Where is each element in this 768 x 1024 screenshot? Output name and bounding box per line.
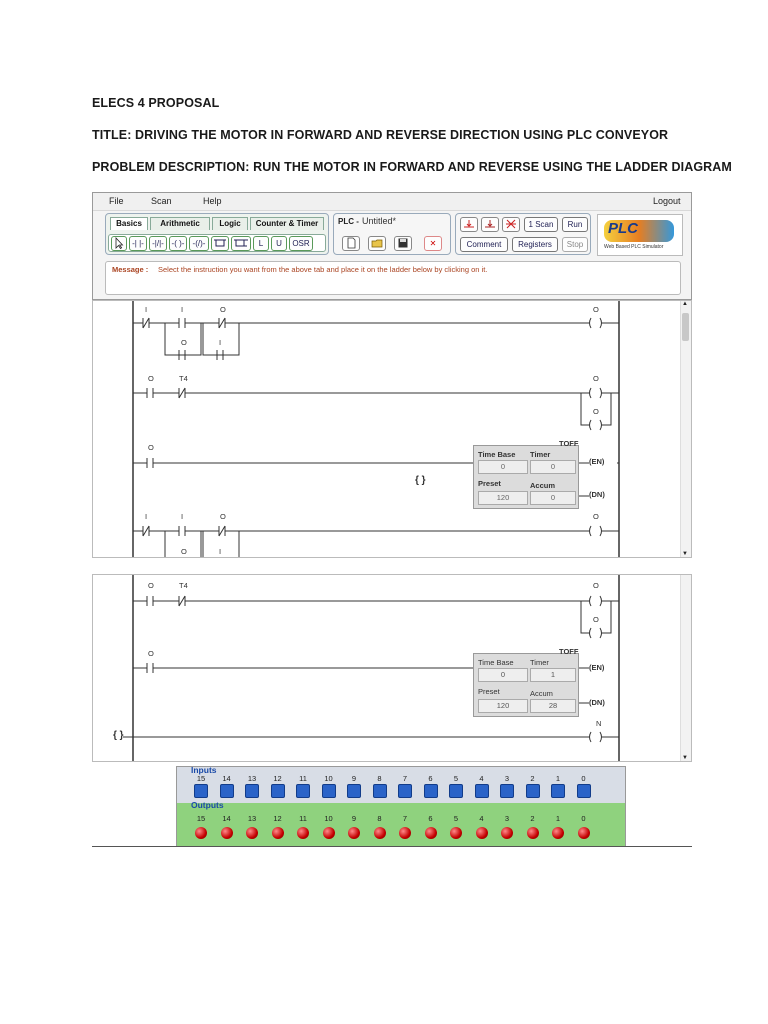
logo-caption: Web Based PLC Simulator	[604, 244, 664, 250]
registers-button[interactable]: Registers	[512, 237, 558, 252]
input-channel-number: 11	[299, 774, 307, 783]
accum-value: 28	[530, 699, 576, 713]
cursor-placeholder[interactable]: { }	[415, 475, 426, 486]
proposal-heading: ELECS 4 PROPOSAL	[92, 96, 220, 110]
menu-bar	[93, 193, 691, 211]
output-led	[221, 827, 233, 839]
new-document-icon	[345, 237, 357, 249]
contact-label: T4	[179, 581, 188, 590]
output-channel-number: 11	[299, 814, 307, 823]
nc-contact-button[interactable]: -|/|-	[149, 236, 167, 251]
time-base-label: Time Base	[478, 450, 516, 459]
plc-simulator-window	[92, 192, 692, 300]
plc-label: PLC -	[338, 217, 359, 226]
preset-label: Preset	[478, 687, 500, 696]
coil-label: N	[596, 719, 602, 728]
run-button[interactable]: Run	[562, 217, 588, 232]
inputs-panel	[177, 767, 625, 803]
chevron-up-icon[interactable]: ▲	[682, 301, 688, 307]
contact-label: I	[181, 305, 184, 314]
coil-label: O	[593, 305, 599, 314]
ladder-editor-2[interactable]	[92, 574, 692, 762]
branch-button[interactable]	[211, 236, 229, 251]
coil-label: O	[593, 512, 599, 521]
output-led	[323, 827, 335, 839]
append-rung-button[interactable]	[481, 217, 499, 232]
output-channel-number: 12	[273, 814, 282, 823]
input-channel-number: 6	[428, 774, 433, 783]
plc-logo	[597, 214, 683, 256]
input-toggle-button[interactable]	[398, 784, 412, 798]
nested-branch-button[interactable]	[231, 236, 251, 251]
time-base-value: 0	[478, 668, 528, 682]
coil-label: O	[593, 581, 599, 590]
output-led	[425, 827, 437, 839]
input-toggle-button[interactable]	[449, 784, 463, 798]
preset-label: Preset	[478, 479, 501, 488]
output-channel-number: 6	[428, 814, 433, 823]
message-box	[105, 261, 681, 295]
output-channel-number: 8	[377, 814, 382, 823]
done-output: (DN)	[589, 490, 605, 499]
contact-label: O	[181, 547, 187, 556]
output-channel-number: 5	[453, 814, 459, 823]
input-channel-number: 9	[351, 774, 357, 783]
tab-logic[interactable]: Logic	[212, 217, 248, 230]
output-led	[527, 827, 539, 839]
nested-branch-icon	[232, 237, 250, 249]
preset-value: 120	[478, 491, 528, 505]
output-led	[399, 827, 411, 839]
output-led	[450, 827, 462, 839]
contact-label: O	[220, 305, 226, 314]
latch-button[interactable]: L	[253, 236, 269, 251]
input-toggle-button[interactable]	[551, 784, 565, 798]
output-channel-number: 1	[555, 814, 561, 823]
stop-button[interactable]: Stop	[562, 237, 588, 252]
chevron-down-icon[interactable]: ▼	[682, 755, 688, 761]
save-disk-icon	[397, 237, 409, 249]
accum-value: 0	[530, 491, 576, 505]
message-label: Message :	[112, 265, 149, 274]
message-text: Select the instruction you want from the above tab and place it on the ladder below by clicking on it.	[158, 265, 488, 274]
toff-timer-block[interactable]	[473, 653, 579, 717]
logout-link[interactable]: Logout	[653, 196, 681, 206]
output-channel-number: 2	[530, 814, 535, 823]
input-channel-number: 15	[196, 774, 206, 783]
instruction-palette	[105, 213, 329, 255]
input-channel-number: 10	[324, 774, 333, 783]
osr-button[interactable]: OSR	[289, 236, 313, 251]
comment-button[interactable]: Comment	[460, 237, 508, 252]
tab-basics[interactable]: Basics	[110, 217, 148, 230]
negated-coil-button[interactable]: -(/)-	[189, 236, 209, 251]
timer-type-label: TOFF	[559, 647, 579, 656]
input-toggle-button[interactable]	[347, 784, 361, 798]
output-channel-number: 10	[324, 814, 333, 823]
plc-filename: Untitled*	[362, 216, 397, 226]
output-led	[476, 827, 488, 839]
output-led	[272, 827, 284, 839]
output-channel-number: 15	[196, 814, 206, 823]
input-channel-number: 4	[479, 774, 484, 783]
input-toggle-button[interactable]	[220, 784, 234, 798]
save-file-button[interactable]	[394, 236, 412, 251]
proposal-title: TITLE: DRIVING THE MOTOR IN FORWARD AND REVERSE DIRECTION USING PLC CONVEYOR	[92, 128, 669, 142]
output-led	[374, 827, 386, 839]
rung-insert-icon	[462, 218, 476, 230]
accum-label: Accum	[530, 689, 553, 698]
input-channel-number: 8	[377, 774, 382, 783]
one-scan-button[interactable]: 1 Scan	[524, 217, 558, 232]
input-channel-number: 12	[273, 774, 282, 783]
folder-icon	[371, 237, 383, 249]
input-toggle-button[interactable]	[322, 784, 336, 798]
input-channel-number: 14	[222, 774, 231, 783]
output-coil-button[interactable]: -( )-	[169, 236, 187, 251]
output-channel-number: 9	[351, 814, 357, 823]
vertical-scrollbar[interactable]	[680, 575, 691, 761]
time-base-value: 0	[478, 460, 528, 474]
tab-arithmetic[interactable]: Arithmetic	[150, 217, 210, 230]
contact-label: I	[145, 305, 148, 314]
contact-label: O	[148, 649, 154, 658]
input-toggle-button[interactable]	[475, 784, 489, 798]
timer-value: 0	[530, 460, 576, 474]
output-led	[348, 827, 360, 839]
preset-value: 120	[478, 699, 528, 713]
problem-description: PROBLEM DESCRIPTION: RUN THE MOTOR IN FORWARD AND REVERSE USING THE LADDER DIAGRAM	[92, 160, 732, 174]
contact-label: I	[219, 338, 222, 347]
chevron-down-icon[interactable]: ▼	[682, 551, 688, 557]
input-channel-number: 1	[555, 774, 561, 783]
coil-label: O	[593, 615, 599, 624]
output-channel-number: 13	[247, 814, 257, 823]
input-channel-number: 0	[581, 774, 586, 783]
output-channel-number: 4	[479, 814, 484, 823]
divider	[92, 846, 692, 847]
output-led	[501, 827, 513, 839]
input-toggle-button[interactable]	[296, 784, 310, 798]
outputs-panel	[177, 800, 625, 846]
scrollbar-thumb[interactable]	[682, 313, 689, 341]
pointer-tool-button[interactable]	[111, 236, 127, 251]
ladder-editor-1[interactable]	[92, 300, 692, 558]
menu-scan[interactable]: Scan	[151, 196, 172, 206]
input-toggle-button[interactable]	[245, 784, 259, 798]
contact-label: I	[145, 512, 148, 521]
time-base-label: Time Base	[478, 658, 514, 667]
menu-file[interactable]: File	[109, 196, 124, 206]
input-toggle-button[interactable]	[500, 784, 514, 798]
contact-label: O	[220, 512, 226, 521]
rung-delete-icon	[504, 218, 518, 230]
delete-rung-button[interactable]	[502, 217, 520, 232]
input-toggle-button[interactable]	[271, 784, 285, 798]
contact-label: I	[181, 512, 184, 521]
input-channel-number: 13	[247, 774, 257, 783]
no-contact-button[interactable]: -| |-	[129, 236, 147, 251]
vertical-scrollbar[interactable]	[680, 301, 691, 557]
delete-button[interactable]	[424, 236, 442, 251]
branch-icon	[212, 237, 228, 249]
contact-label: T4	[179, 374, 188, 383]
menu-help[interactable]: Help	[203, 196, 222, 206]
output-led	[195, 827, 207, 839]
input-toggle-button[interactable]	[526, 784, 540, 798]
unlatch-button[interactable]: U	[271, 236, 287, 251]
input-toggle-button[interactable]	[194, 784, 208, 798]
accum-label: Accum	[530, 481, 556, 490]
done-output: (DN)	[589, 698, 605, 707]
tab-counter-timer[interactable]: Counter & Timer	[250, 217, 324, 230]
contact-label: O	[148, 443, 154, 452]
coil-label: O	[593, 407, 599, 416]
input-channel-number: 2	[530, 774, 535, 783]
close-icon: ✕	[429, 239, 437, 248]
io-panel	[176, 766, 626, 846]
input-channel-number: 3	[504, 774, 510, 783]
run-controls-panel	[455, 213, 591, 255]
insert-rung-button[interactable]	[460, 217, 478, 232]
plc-file-panel	[333, 213, 451, 255]
enable-output: (EN)	[589, 457, 605, 466]
contact-label: O	[181, 338, 187, 347]
coil-label: O	[593, 374, 599, 383]
input-toggle-button[interactable]	[424, 784, 438, 798]
contact-label: O	[148, 581, 154, 590]
input-channel-number: 7	[402, 774, 408, 783]
inputs-label: Inputs	[191, 765, 217, 775]
input-toggle-button[interactable]	[373, 784, 387, 798]
contact-label: I	[219, 547, 222, 556]
input-channel-number: 5	[453, 774, 459, 783]
cursor-placeholder[interactable]: { }	[113, 730, 124, 741]
output-channel-number: 14	[222, 814, 231, 823]
input-toggle-button[interactable]	[577, 784, 591, 798]
toff-timer-block[interactable]	[473, 445, 579, 509]
rung-append-icon	[483, 218, 497, 230]
new-file-button[interactable]	[342, 236, 360, 251]
output-channel-number: 3	[504, 814, 510, 823]
timer-type-label: TOFF	[559, 439, 579, 448]
output-led	[578, 827, 590, 839]
output-led	[246, 827, 258, 839]
contact-label: O	[148, 374, 154, 383]
timer-value: 1	[530, 668, 576, 682]
open-file-button[interactable]	[368, 236, 386, 251]
output-led	[297, 827, 309, 839]
output-led	[552, 827, 564, 839]
enable-output: (EN)	[589, 663, 605, 672]
cursor-icon	[112, 237, 126, 249]
timer-label: Timer	[530, 658, 549, 667]
output-channel-number: 0	[581, 814, 586, 823]
outputs-label: Outputs	[191, 800, 224, 810]
logo-text: PLC	[608, 220, 638, 237]
timer-label: Timer	[530, 450, 551, 459]
output-channel-number: 7	[402, 814, 408, 823]
